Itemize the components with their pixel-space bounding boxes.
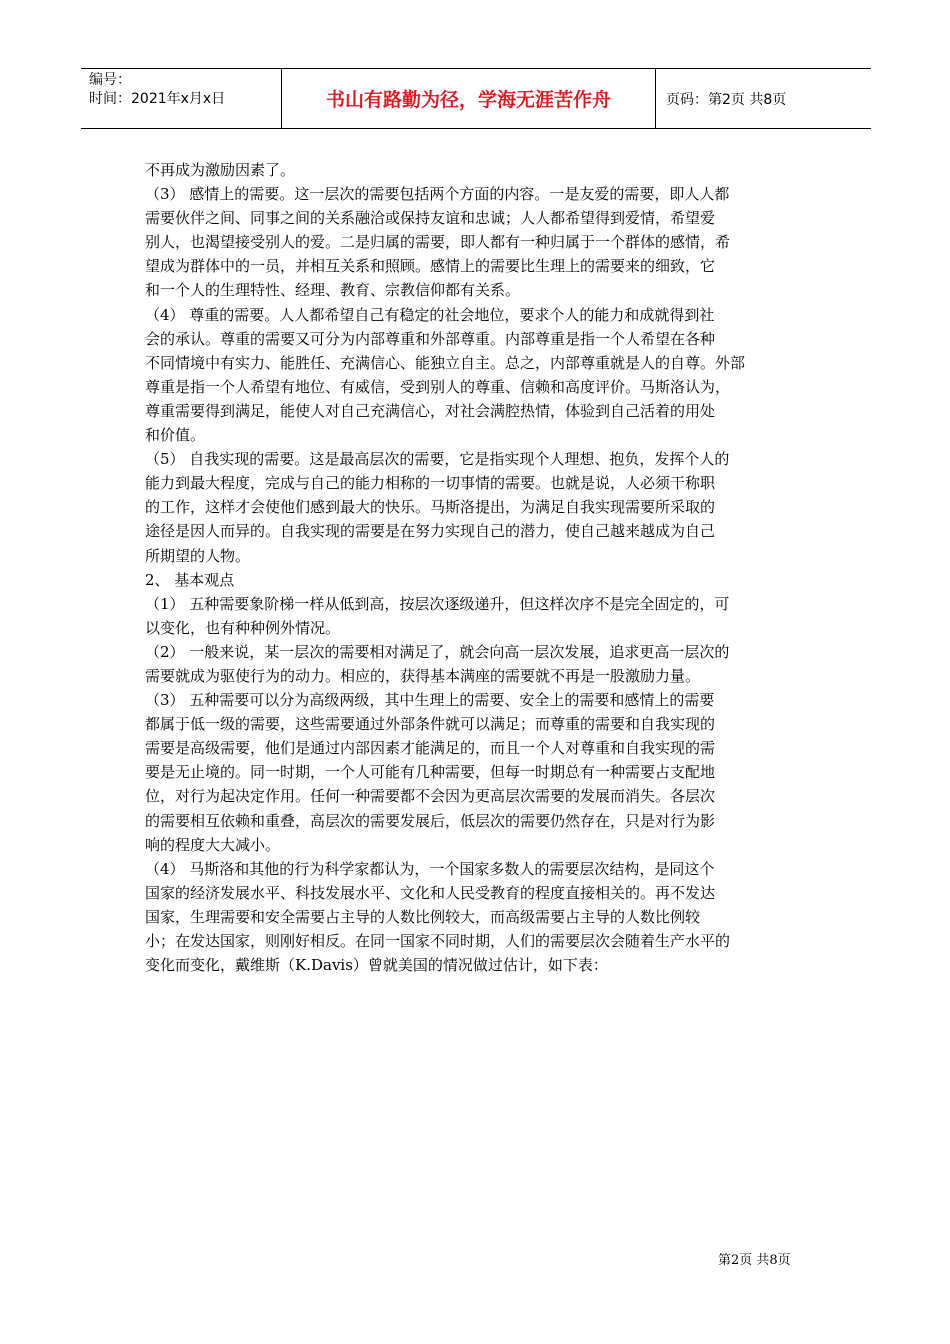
header-motto: 书山有路勤为径，学海无涯苦作舟 [282, 69, 656, 128]
page-footer: 第2页 共8页 [718, 1253, 791, 1268]
body-text-line: 2、 基本观点 [145, 570, 235, 589]
body-text-line: 的需要相互依赖和重叠，高层次的需要发展后，低层次的需要仍然存在，只是对行为影 [145, 811, 716, 830]
page-header [81, 68, 871, 129]
date-label: 时间：2021年x月x日 [89, 91, 226, 107]
body-text-line: （2） 一般来说，某一层次的需要相对满足了，就会向高一层次发展，追求更高一层次的 [145, 642, 730, 661]
body-text-line: 小；在发达国家，则刚好相反。在同一国家不同时期，人们的需要层次会随着生产水平的 [145, 932, 731, 950]
body-text-line: 会的承认。尊重的需要又可分为内部尊重和外部尊重。内部尊重是指一个人希望在各种 [145, 329, 716, 348]
document-body [145, 158, 809, 977]
body-text-line: 要是无止境的。同一时期，一个人可能有几种需要，但每一时期总有一种需要占支配地 [145, 763, 716, 782]
body-text-line: 以变化，也有种种例外情况。 [145, 618, 341, 637]
body-text-line: 不再成为激励因素了。 [145, 161, 296, 179]
body-text-line: 需要就成为驱使行为的动力。相应的，获得基本满座的需要就不再是一股激励力量。 [145, 666, 701, 685]
number-label: 编号： [89, 72, 131, 88]
body-text-line: 不同情境中有实力、能胜任、充满信心、能独立自主。总之，内部尊重就是人的自尊。外部 [145, 353, 746, 372]
body-text-line: （5） 自我实现的需要。这是最高层次的需要，它是指实现个人理想、抱负，发挥个人的 [145, 450, 730, 469]
body-text-line: 响的程度大大减小。 [145, 835, 281, 854]
body-text-line: （4） 马斯洛和其他的行为科学家都认为，一个国家多数人的需要层次结构，是同这个 [145, 859, 715, 878]
body-text-line: 尊重需要得到满足，能使人对自己充满信心，对社会满腔热情，体验到自己活着的用处 [145, 401, 716, 420]
body-text-line: 需要伙伴之间、同事之间的关系融洽或保持友谊和忠诚；人人都希望得到爱情，希望爱 [145, 209, 716, 228]
body-text-line: 国家的经济发展水平、科技发展水平、文化和人民受教育的程度直接相关的。再不发达 [145, 883, 716, 902]
body-text-line: 变化而变化，戴维斯（K.Davis）曾就美国的情况做过估计，如下表： [145, 956, 608, 975]
body-text-line: 所期望的人物。 [145, 546, 251, 565]
body-text-line: 途径是因人而异的。自我实现的需要是在努力实现自己的潜力，使自己越来越成为自己 [145, 522, 716, 541]
body-text-line: （4） 尊重的需要。人人都希望自己有稳定的社会地位，要求个人的能力和成就得到社 [145, 305, 715, 324]
body-text-line: （3） 五种需要可以分为高级两级，其中生理上的需要、安全上的需要和感情上的需要 [145, 691, 715, 710]
body-text-line: 位，对行为起决定作用。任何一种需要都不会因为更高层次需要的发展而消失。各层次 [145, 787, 716, 806]
header-page-label: 页码：第2页 共8页 [666, 91, 787, 108]
body-text-line: 的工作，这样才会使他们感到最大的快乐。马斯洛提出，为满足自我实现需要所采取的 [145, 498, 716, 517]
body-text-line: （1） 五种需要象阶梯一样从低到高，按层次逐级递升，但这样次序不是完全固定的，可 [145, 594, 730, 613]
body-text-line: 和价值。 [145, 426, 206, 445]
header-meta [81, 69, 282, 128]
body-text-line: 望成为群体中的一员，并相互关系和照顾。感情上的需要比生理上的需要来的细致，它 [145, 257, 716, 276]
body-text-line: 国家，生理需要和安全需要占主导的人数比例较大，而高级需要占主导的人数比例较 [145, 907, 701, 926]
body-text-line: 需要是高级需要，他们是通过内部因素才能满足的，而且一个人对尊重和自我实现的需 [145, 739, 716, 758]
body-text-line: 和一个人的生理特性、经理、教育、宗教信仰都有关系。 [145, 281, 521, 300]
body-text-line: 尊重是指一个人希望有地位、有威信，受到别人的尊重、信赖和高度评价。马斯洛认为， [145, 377, 731, 396]
body-text-line: （3） 感情上的需要。这一层次的需要包括两个方面的内容。一是友爱的需要，即人人都 [145, 185, 730, 204]
body-text-line: 都属于低一级的需要，这些需要通过外部条件就可以满足；而尊重的需要和自我实现的 [145, 715, 716, 734]
body-text-line: 能力到最大程度，完成与自己的能力相称的一切事情的需要。也就是说，人必须干称职 [145, 474, 716, 493]
body-text-line: 别人，也渴望接受别人的爱。二是归属的需要，即人都有一种归属于一个群体的感情，希 [145, 233, 731, 252]
